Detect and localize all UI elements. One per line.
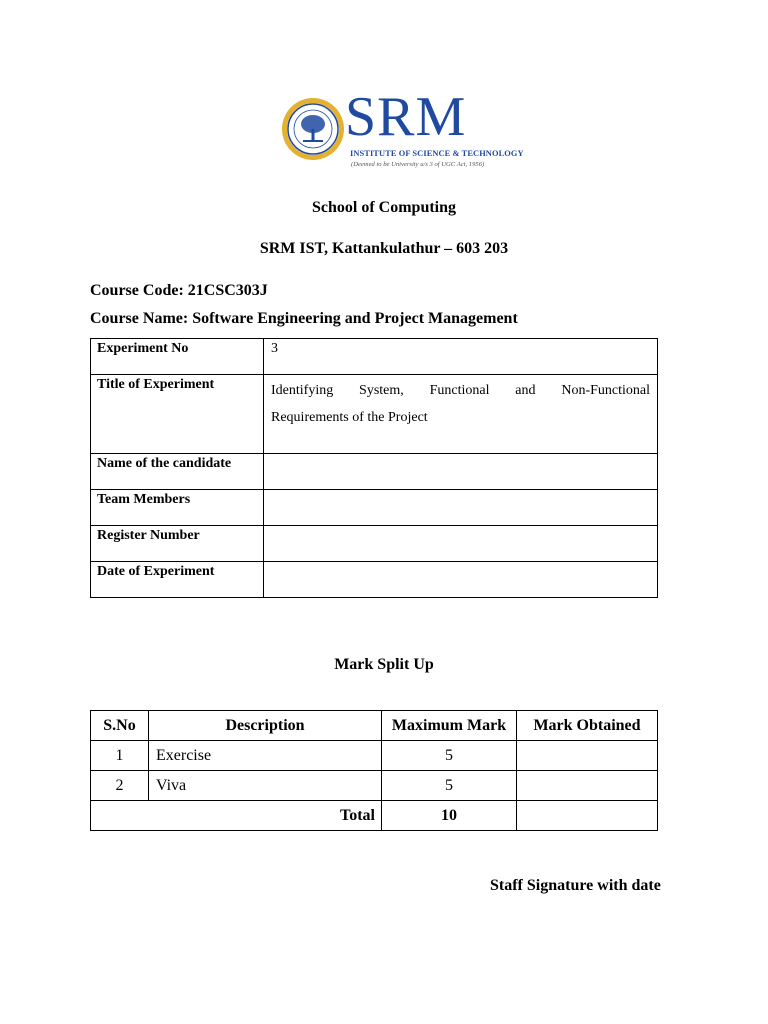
table-row: [91, 562, 658, 598]
table-total-row: [91, 801, 658, 831]
title-value-line2: Requirements of the Project: [271, 410, 428, 425]
col-mark-obtained: Mark Obtained: [517, 711, 658, 741]
team-members-value: [264, 490, 658, 526]
title-value: [264, 375, 658, 454]
row-mark-obtained: [517, 771, 658, 801]
table-row: [91, 339, 658, 375]
table-row: [91, 375, 658, 454]
table-row: [91, 490, 658, 526]
table-row: [91, 454, 658, 490]
table-row: [91, 526, 658, 562]
candidate-name-label: Name of the candidate: [91, 454, 264, 490]
row-sno: 1: [91, 741, 149, 771]
title-label: Title of Experiment: [91, 375, 264, 454]
course-code: Course Code: 21CSC303J: [90, 282, 268, 299]
register-number-label: Register Number: [91, 526, 264, 562]
logo-institute-line: INSTITUTE OF SCIENCE & TECHNOLOGY: [350, 149, 524, 158]
logo-deemed-line: (Deemed to be University u/s 3 of UGC Act, 1956): [351, 161, 485, 168]
total-obtained: [517, 801, 658, 831]
row-max-mark: 5: [382, 741, 517, 771]
experiment-no-label: Experiment No: [91, 339, 264, 375]
total-value: 10: [382, 801, 517, 831]
row-description: Exercise: [149, 741, 382, 771]
title-value-line1: Identifying System, Functional and Non-Functional: [271, 383, 650, 398]
experiment-info-table: [90, 338, 658, 598]
srm-seal-icon: [281, 97, 345, 161]
total-label: Total: [91, 801, 382, 831]
srm-logo: [281, 86, 524, 173]
col-sno: S.No: [91, 711, 149, 741]
date-of-experiment-label: Date of Experiment: [91, 562, 264, 598]
row-mark-obtained: [517, 741, 658, 771]
mark-split-heading: Mark Split Up: [334, 656, 434, 673]
school-heading: School of Computing: [311, 199, 457, 216]
mark-split-table: [90, 710, 658, 831]
row-description: Viva: [149, 771, 382, 801]
table-row: [91, 771, 658, 801]
course-name: Course Name: Software Engineering and Project Management: [90, 310, 518, 327]
col-maximum-mark: Maximum Mark: [382, 711, 517, 741]
campus-heading: SRM IST, Kattankulathur – 603 203: [259, 240, 509, 257]
table-header-row: [91, 711, 658, 741]
col-description: Description: [149, 711, 382, 741]
candidate-name-value: [264, 454, 658, 490]
experiment-no-value: 3: [264, 339, 658, 375]
logo-wordmark: SRM: [345, 86, 467, 148]
register-number-value: [264, 526, 658, 562]
staff-signature-label: Staff Signature with date: [490, 877, 661, 894]
row-sno: 2: [91, 771, 149, 801]
table-row: [91, 741, 658, 771]
row-max-mark: 5: [382, 771, 517, 801]
team-members-label: Team Members: [91, 490, 264, 526]
date-of-experiment-value: [264, 562, 658, 598]
